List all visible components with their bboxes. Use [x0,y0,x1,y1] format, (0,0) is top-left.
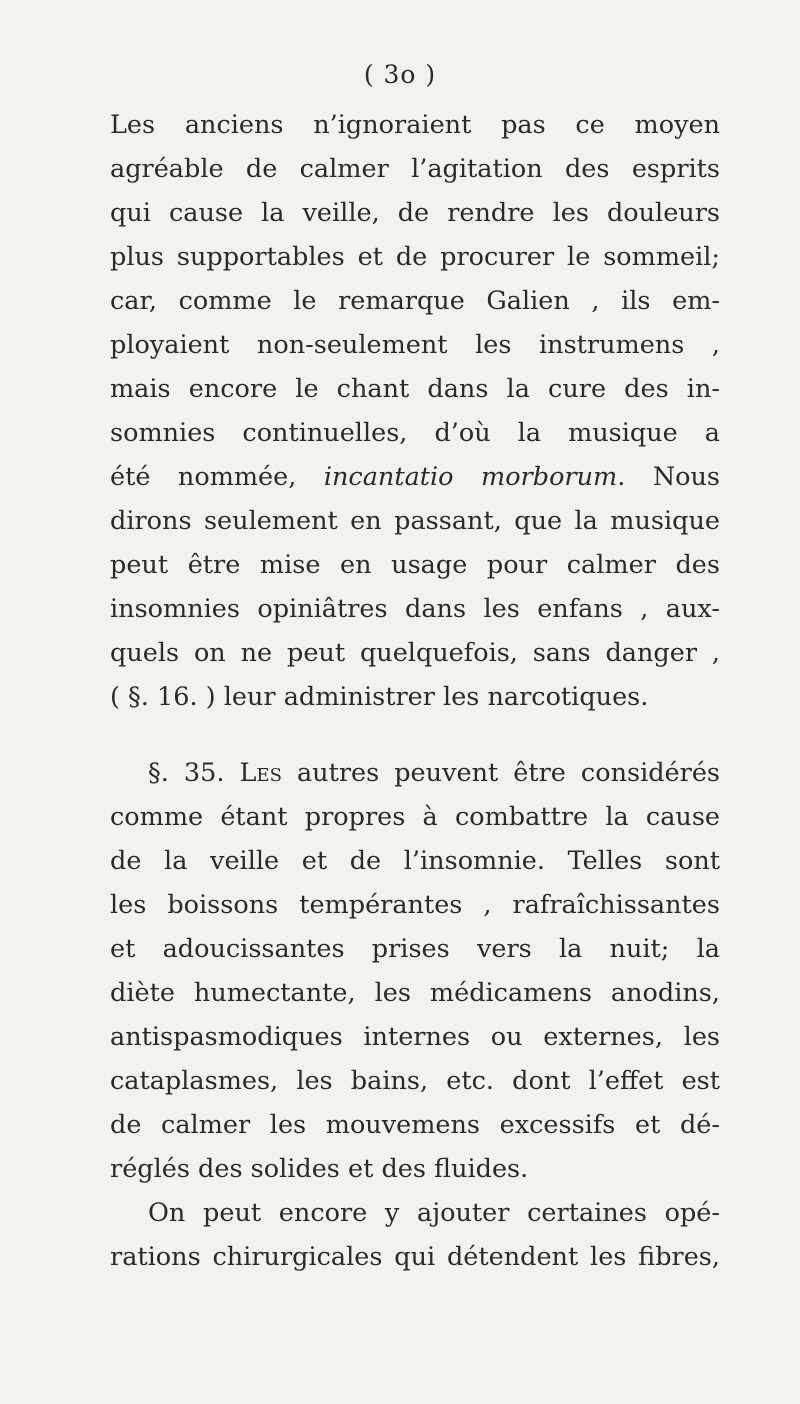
text-line: réglés des solides et des fluides. [110,1154,529,1184]
text-line: agréable de calmer l’agitation des esprits [110,154,720,184]
text-line: diète humectante, les médicamens anodins, [110,978,720,1008]
text-segment: . Nous [617,462,720,492]
text-line: Les anciens n’ignoraient pas ce moyen [110,110,720,140]
text-line: cataplasmes, les bains, etc. dont l’effet est [110,1066,720,1096]
text-line: de la veille et de l’insomnie. Telles sont [110,846,720,876]
text-line: les boissons tempérantes , rafraîchissantes [110,890,720,920]
page-number: ( 3o ) [363,60,437,89]
text-line: et adoucissantes prises vers la nuit; la [110,934,720,964]
lead-word: Les [239,758,282,788]
text-line: car, comme le remarque Galien , ils em- [110,286,720,316]
text-line: insomnies opiniâtres dans les enfans , aux- [110,594,720,624]
text-line: rations chirurgicales qui détendent les fibres, [110,1242,720,1272]
text-segment: autres peuvent être considérés [296,758,721,788]
text-line: dirons seulement en passant, que la musique [110,506,720,536]
text-line: somnies continuelles, d’où la musique a [110,418,720,448]
section-mark: §. 35. [148,758,225,788]
text-line-with-italic [110,455,720,499]
text-line: ( §. 16. ) leur administrer les narcotiques. [110,682,649,712]
text-line: peut être mise en usage pour calmer des [110,550,720,580]
text-line: plus supportables et de procurer le sommeil; [110,242,720,272]
text-segment: été nommée, [110,462,324,492]
text-line: qui cause la veille, de rendre les douleurs [110,198,720,228]
text-line: ployaient non-seulement les instrumens , [110,330,720,360]
text-line: mais encore le chant dans la cure des in- [110,374,720,404]
text-line: de calmer les mouvemens excessifs et dé- [110,1110,720,1140]
italic-phrase: incantatio morborum [323,462,618,492]
text-line: On peut encore y ajouter certaines opé- [148,1198,720,1228]
text-line: comme étant propres à combattre la cause [110,802,720,832]
text-line: antispasmodiques internes ou externes, les [110,1022,720,1052]
text-line: quels on ne peut quelquefois, sans danger , [110,638,720,668]
section-first-line [148,751,720,795]
